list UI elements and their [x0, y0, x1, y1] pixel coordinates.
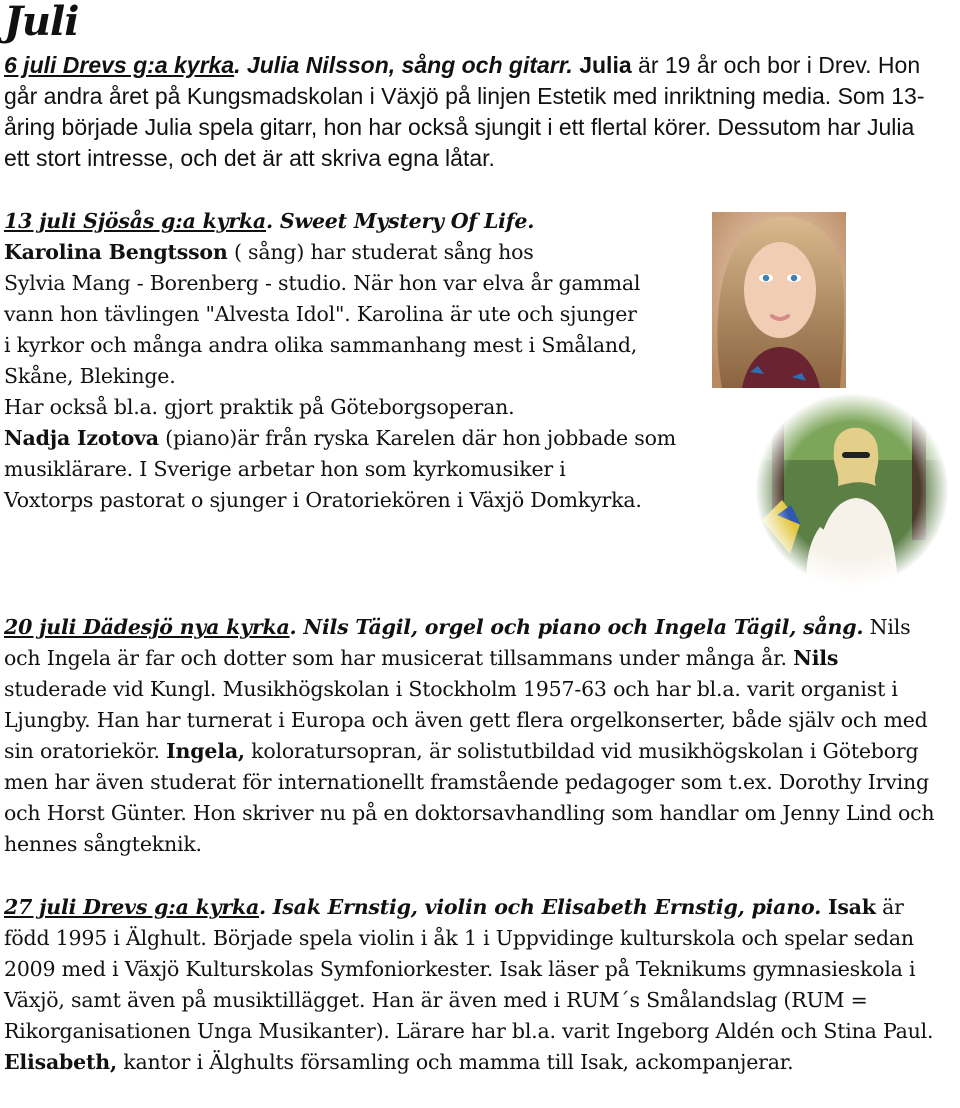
performer-name: Julia — [579, 52, 632, 78]
event-date: 27 juli Drevs g:a kyrka — [4, 895, 260, 919]
text-line: i kyrkor och många andra olika sammanhang mest i Småland, — [4, 333, 638, 357]
performer-name: Elisabeth, — [4, 1050, 117, 1074]
event-date: 6 juli Drevs g:a kyrka — [4, 52, 235, 78]
performer-name: Isak — [821, 895, 876, 919]
event-date: 20 juli Dädesjö nya kyrka — [4, 615, 290, 639]
text-line: Skåne, Blekinge. — [4, 364, 176, 388]
event-headline: Nils Tägil, orgel och piano och Ingela Tägil, sång. — [303, 615, 864, 639]
paragraph-text: är 19 år och bor i Drev. Hon går andra året på Kungsmadskolan i Växjö på linjen Estetik med inriktning media. Som 13-åring började Julia spela gitarr, hon har också sjungit i ett flertal körer. Dessutom har Julia ett stort intresse, och det är att skriva egna låtar. — [4, 52, 925, 171]
text-line: Karolina Bengtsson ( sång) har studerat sång hos — [4, 240, 534, 264]
section-julia-nilsson — [4, 50, 944, 174]
text-line: Voxtorps pastorat o sjunger i Oratoriekören i Växjö Domkyrka. — [4, 488, 642, 512]
text-line: vann hon tävlingen "Alvesta Idol". Karolina är ute och sjunger — [4, 302, 637, 326]
section-sweet-mystery — [4, 206, 734, 516]
section-ernstig — [4, 892, 944, 1078]
section-paragraph: 27 juli Drevs g:a kyrka. Isak Ernstig, violin och Elisabeth Ernstig, piano. Isak är född 1995 i Älghult. Började spela violin i åk 1 i Uppvidinge kulturskola och spelar sedan 2009 med i Växjö Kulturskolas Symfoniorkester. Isak läser på Teknikums gymnasieskola i Växjö, samt även på musiktillägget. Han är även med i RUM´s Smålandslag (RUM = Rikorganisationen Unga Musikanter). Lärare har bl.a. varit Ingeborg Aldén och Stina Paul. — [4, 895, 934, 1043]
section-paragraph: 20 juli Dädesjö nya kyrka. Nils Tägil, orgel och piano och Ingela Tägil, sång. Nils och Ingela är far och dotter som har musicerat tillsammans under många år. Nils studerade vid Kungl. Musikhögskolan i Stockholm 1957-63 och har bl.a. varit organist i Ljungby. Han har turnerat i Europa och även gett flera orgelkonserter, både själv och med sin oratoriekör. Ingela, koloratursopran, är solistutbildad vid musikhögskolan i Göteborg men har även studerat för internationellt framstående pedagoger som t.ex. Dorothy Irving och Horst Günter. Hon skriver nu på en doktorsavhandling som handlar om Jenny Lind och hennes sångteknik. — [4, 615, 935, 856]
section-paragraph: Elisabeth, kantor i Älghults församling och mamma till Isak, ackompanjerar. — [4, 1050, 794, 1074]
text-line: Sylvia Mang - Borenberg - studio. När hon var elva år gammal — [4, 271, 641, 295]
performer-name: Nadja Izotova — [4, 426, 159, 450]
event-headline: Sweet Mystery Of Life. — [279, 209, 535, 233]
nadja-portrait-photo — [752, 390, 952, 590]
performer-name: Ingela, — [166, 739, 245, 763]
text-line: Har också bl.a. gjort praktik på Göteborgsoperan. — [4, 395, 515, 419]
event-headline: Julia Nilsson, sång och gitarr. — [246, 52, 573, 78]
performer-name: Nils — [793, 646, 839, 670]
section-paragraph: 6 juli Drevs g:a kyrka. Julia Nilsson, sång och gitarr. Julia är 19 år och bor i Drev. Hon går andra året på Kungsmadskolan i Växjö på linjen Estetik med inriktning media. Som 13-åring började Julia spela gitarr, hon har också sjungit i ett flertal körer. Dessutom har Julia ett stort intresse, och det är att skriva egna låtar. — [4, 52, 925, 171]
event-date: 13 juli Sjösås g:a kyrka — [4, 209, 267, 233]
text-line: Nadja Izotova (piano)är från ryska Karelen där hon jobbade som — [4, 426, 676, 450]
section-tagil — [4, 612, 944, 860]
page-title: Juli — [4, 0, 79, 45]
karolina-portrait-photo — [712, 212, 846, 388]
section-heading: 13 juli Sjösås g:a kyrka. Sweet Mystery Of Life. — [4, 209, 535, 233]
performer-name: Karolina Bengtsson — [4, 240, 228, 264]
section-lines — [4, 237, 734, 516]
event-headline: Isak Ernstig, violin och Elisabeth Ernstig, piano. — [272, 895, 822, 919]
text-line: musiklärare. I Sverige arbetar hon som kyrkomusiker i — [4, 457, 566, 481]
